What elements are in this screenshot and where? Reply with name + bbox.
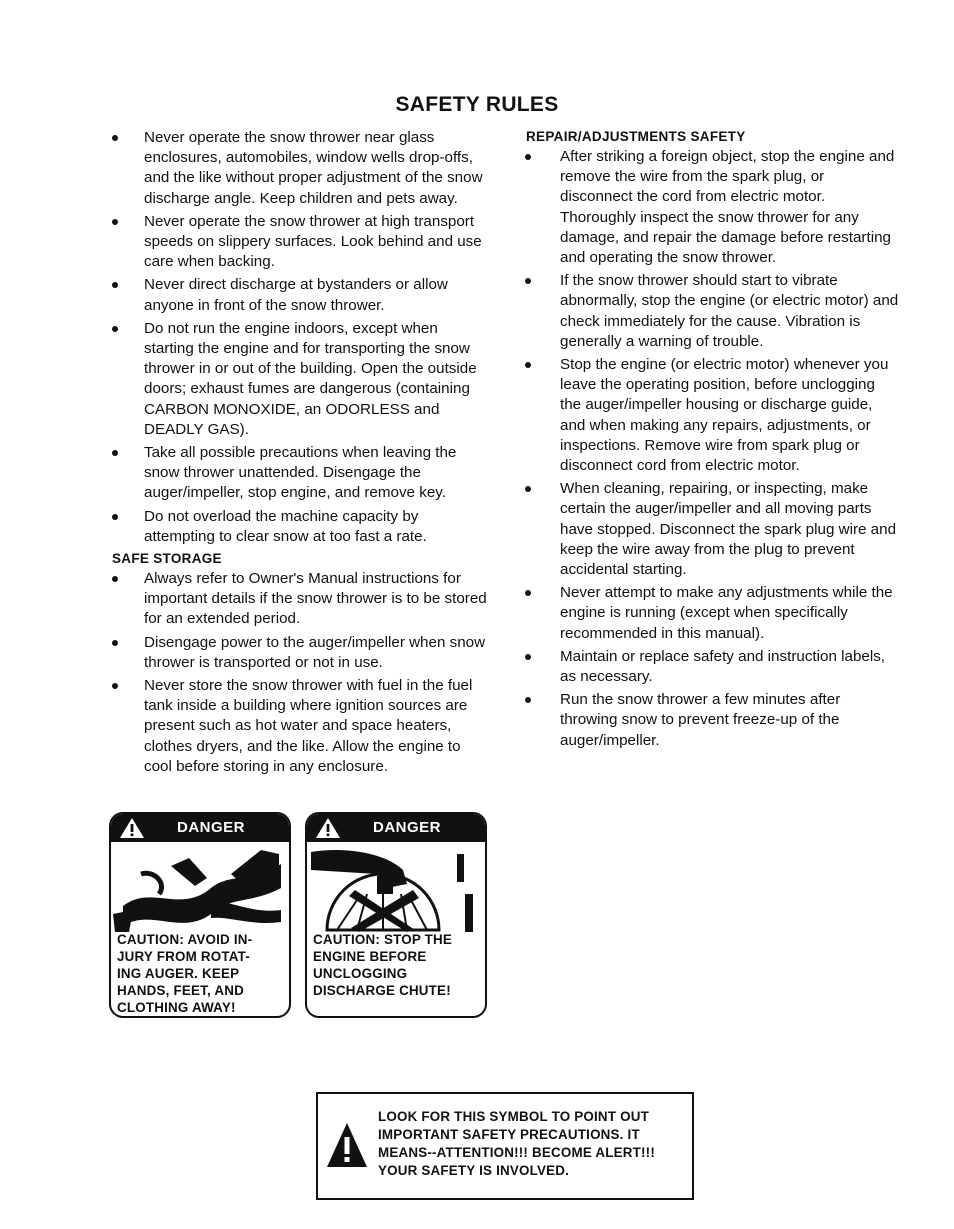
bullet-icon — [525, 654, 531, 660]
danger-label-discharge-chute — [305, 812, 487, 1018]
left-column — [108, 128, 488, 780]
warning-triangle-icon — [119, 817, 145, 839]
safety-symbol-text — [378, 1108, 688, 1180]
list-item — [108, 319, 488, 440]
danger-caption — [117, 931, 283, 1016]
list-item-text: Never operate the snow thrower at high transport speeds on slippery surfaces. Look behind and use care when backing. — [144, 212, 482, 271]
bullet-icon — [112, 640, 118, 646]
list-item-text: Never store the snow thrower with fuel in the fuel tank inside a building where ignition sources are present such as hot water and space heaters, clothes dryers, and the like. Allow the engine to cool before storing in any enclosure. — [144, 677, 473, 775]
repair-adjustments-heading: REPAIR/ADJUSTMENTS SAFETY — [526, 129, 746, 144]
bullet-icon — [525, 590, 531, 596]
note-line: YOUR SAFETY IS INVOLVED. — [378, 1163, 570, 1178]
list-item — [520, 690, 900, 751]
list-item-text: Take all possible precautions when leaving the snow thrower unattended. Disengage the auger/impeller, stop engine, and remove key. — [144, 444, 457, 502]
danger-label-auger — [109, 812, 291, 1018]
bullet-icon — [112, 576, 118, 582]
bullet-icon — [112, 326, 118, 332]
note-line: IMPORTANT SAFETY PRECAUTIONS. IT — [378, 1127, 640, 1142]
list-item — [108, 128, 488, 209]
list-item-text: Never direct discharge at bystanders or allow anyone in front of the snow thrower. — [144, 276, 448, 314]
discharge-chute-hazard-icon — [307, 844, 485, 932]
warning-triangle-icon — [315, 817, 341, 839]
caption-line: CAUTION: AVOID IN- — [117, 932, 253, 947]
caption-line: HANDS, FEET, AND — [117, 983, 244, 998]
list-item — [520, 479, 900, 580]
danger-header — [111, 814, 289, 842]
bullet-icon — [525, 697, 531, 703]
list-item-text: After striking a foreign object, stop the engine and remove the wire from the spark plug, or disconnect the cord from electric motor. Thoroughly inspect the snow thrower for any damage, and repair the damage before restarting and operating the snow thrower. — [560, 148, 895, 267]
bullet-icon — [112, 282, 118, 288]
list-item-text: Never attempt to make any adjustments while the engine is running (except when specifically recommended in this manual). — [560, 584, 893, 642]
bullet-icon — [525, 486, 531, 492]
list-item — [520, 355, 900, 476]
list-item-text: Run the snow thrower a few minutes after throwing snow to prevent freeze-up of the auger/impeller. — [560, 691, 841, 749]
list-item — [108, 633, 488, 673]
list-item-text: Do not run the engine indoors, except when starting the engine and for transporting the snow thrower in or out of the building. Open the outside doors; exhaust fumes are dangerous (containing CARBON MONOXIDE, an ODORLESS and DEADLY GAS). — [144, 319, 477, 438]
list-item — [108, 676, 488, 777]
list-item — [520, 583, 900, 644]
auger-hazard-icon — [111, 844, 289, 932]
list-item — [108, 275, 488, 315]
caption-line: DISCHARGE CHUTE! — [313, 983, 451, 998]
bullet-icon — [112, 514, 118, 520]
list-item — [108, 212, 488, 273]
bullet-icon — [112, 135, 118, 141]
bullet-icon — [525, 278, 531, 284]
list-item-text: When cleaning, repairing, or inspecting, make certain the auger/impeller and all moving parts have stopped. Disconnect the spark plug wire and keep the wire away from the plug to prevent accidental starting. — [560, 480, 897, 579]
general-safety-list — [108, 128, 488, 547]
safety-symbol-note — [316, 1092, 694, 1200]
danger-header — [307, 814, 485, 842]
note-line: LOOK FOR THIS SYMBOL TO POINT OUT — [378, 1109, 649, 1124]
list-item-text: Maintain or replace safety and instruction labels, as necessary. — [560, 647, 886, 686]
warning-triangle-icon — [326, 1122, 368, 1168]
right-column — [520, 128, 900, 754]
list-item — [108, 569, 488, 630]
danger-header-text: DANGER — [177, 819, 246, 836]
page-title: SAFETY RULES — [395, 93, 559, 116]
bullet-icon — [112, 450, 118, 456]
caption-line: UNCLOGGING — [313, 966, 408, 981]
list-item — [520, 647, 900, 687]
caption-line: JURY FROM ROTAT- — [117, 949, 250, 964]
note-line: MEANS--ATTENTION!!! BECOME ALERT!!! — [378, 1145, 656, 1160]
list-item-text: Never operate the snow thrower near glass enclosures, automobiles, window wells drop-offs, and the like without proper adjustment of the snow discharge angle. Keep children and pets away. — [144, 129, 483, 207]
caption-line: CAUTION: STOP THE — [313, 932, 453, 947]
list-item-text: Stop the engine (or electric motor) whenever you leave the operating position, before unclogging the auger/impeller housing or discharge guide, and when making any repairs, adjustments, or inspections. Remove wire from spark plug or disconnect cord from electric motor. — [560, 356, 889, 475]
safe-storage-heading: SAFE STORAGE — [112, 551, 222, 567]
danger-header-text: DANGER — [373, 819, 442, 836]
list-item-text: Do not overload the machine capacity by attempting to clear snow at too fast a rate. — [144, 507, 427, 545]
bullet-icon — [525, 154, 531, 160]
safe-storage-list — [108, 569, 488, 777]
list-item — [108, 507, 488, 547]
list-item-text: Disengage power to the auger/impeller when snow thrower is transported or not in use. — [144, 633, 486, 671]
caption-line: ING AUGER. KEEP — [117, 966, 240, 981]
list-item — [108, 443, 488, 504]
list-item-text: If the snow thrower should start to vibrate abnormally, stop the engine (or electric motor) and check immediately for the cause. Vibration is generally a warning of trouble. — [560, 272, 899, 350]
bullet-icon — [112, 219, 118, 225]
repair-safety-list — [520, 147, 900, 751]
danger-caption — [313, 931, 479, 999]
list-item-text: Always refer to Owner's Manual instructions for important details if the snow thrower is to be stored for an extended period. — [144, 570, 487, 628]
caption-line: ENGINE BEFORE — [313, 949, 427, 964]
bullet-icon — [112, 683, 118, 689]
list-item — [520, 147, 900, 268]
bullet-icon — [525, 362, 531, 368]
list-item — [520, 271, 900, 352]
caption-line: CLOTHING AWAY! — [117, 1000, 236, 1015]
